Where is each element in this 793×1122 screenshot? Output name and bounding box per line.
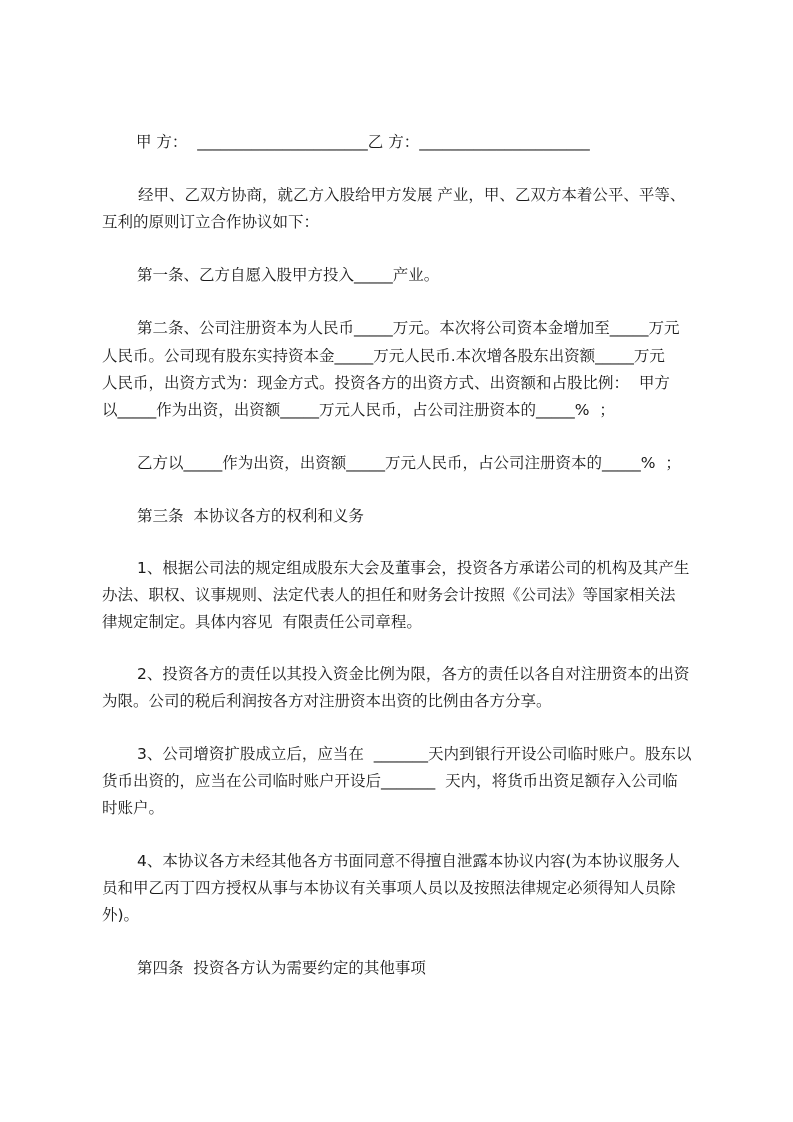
intro-line-2: 互利的原则订立合作协议如下： xyxy=(102,213,320,231)
clause-2-line-1: 2、投资各方的责任以其投入资金比例为限，各方的责任以各自对注册资本的出资 xyxy=(137,665,690,683)
clause-1-line-2: 办法、职权、议事规则、法定代表人的担任和财务会计按照《公司法》等国家相关法 xyxy=(102,586,676,604)
article-2-line-3: 人民币，出资方式为：现金方式。投资各方的出资方式、出资额和占股比例： 甲方 xyxy=(102,374,670,392)
clause-3-line-2: 货币出资的，应当在公司临时账户开设后_______ 天内，将货币出资足额存入公司临 xyxy=(102,772,678,790)
article-3-title: 第三条 本协议各方的权利和义务 xyxy=(137,507,364,525)
article-1: 第一条、乙方自愿入股甲方投入_____产业。 xyxy=(137,266,440,284)
article-2-party-b: 乙方以_____作为出资，出资额_____万元人民币，占公司注册资本的_____% ； xyxy=(137,454,681,472)
clause-1-line-3: 律规定制定。具体内容见 有限责任公司章程。 xyxy=(102,613,422,631)
clause-3-line-3: 时账户。 xyxy=(102,799,165,817)
clause-1-line-1: 1、根据公司法的规定组成股东大会及董事会，投资各方承诺公司的机构及其产生 xyxy=(137,559,690,577)
clause-3-line-1: 3、公司增资扩股成立后，应当在 _______天内到银行开设公司临时账户。股东以 xyxy=(137,745,692,763)
clause-4-line-2: 员和甲乙丙丁四方授权从事与本协议有关事项人员以及按照法律规定必须得知人员除 xyxy=(102,879,676,897)
clause-2-line-2: 为限。公司的税后利润按各方对注册资本出资的比例由各方分享。 xyxy=(102,692,552,710)
parties-line: 甲 方： ______________________乙 方：______________________ xyxy=(136,133,590,151)
intro-line-1: 经甲、乙双方协商，就乙方入股给甲方发展 产业，甲、乙双方本着公平、平等、 xyxy=(138,186,686,204)
clause-4-line-1: 4、本协议各方未经其他各方书面同意不得擅自泄露本协议内容(为本协议服务人 xyxy=(137,852,680,870)
article-2-line-4: 以_____作为出资，出资额_____万元人民币，占公司注册资本的_____% ； xyxy=(102,401,615,419)
article-2-line-1: 第二条、公司注册资本为人民币_____万元。本次将公司资本金增加至_____万元 xyxy=(137,319,680,337)
article-4-title: 第四条 投资各方认为需要约定的其他事项 xyxy=(137,959,426,977)
article-2-line-2: 人民币。公司现有股东实持资本金_____万元人民币.本次增各股东出资额_____万元 xyxy=(102,347,665,365)
clause-4-line-3: 外)。 xyxy=(102,906,140,924)
